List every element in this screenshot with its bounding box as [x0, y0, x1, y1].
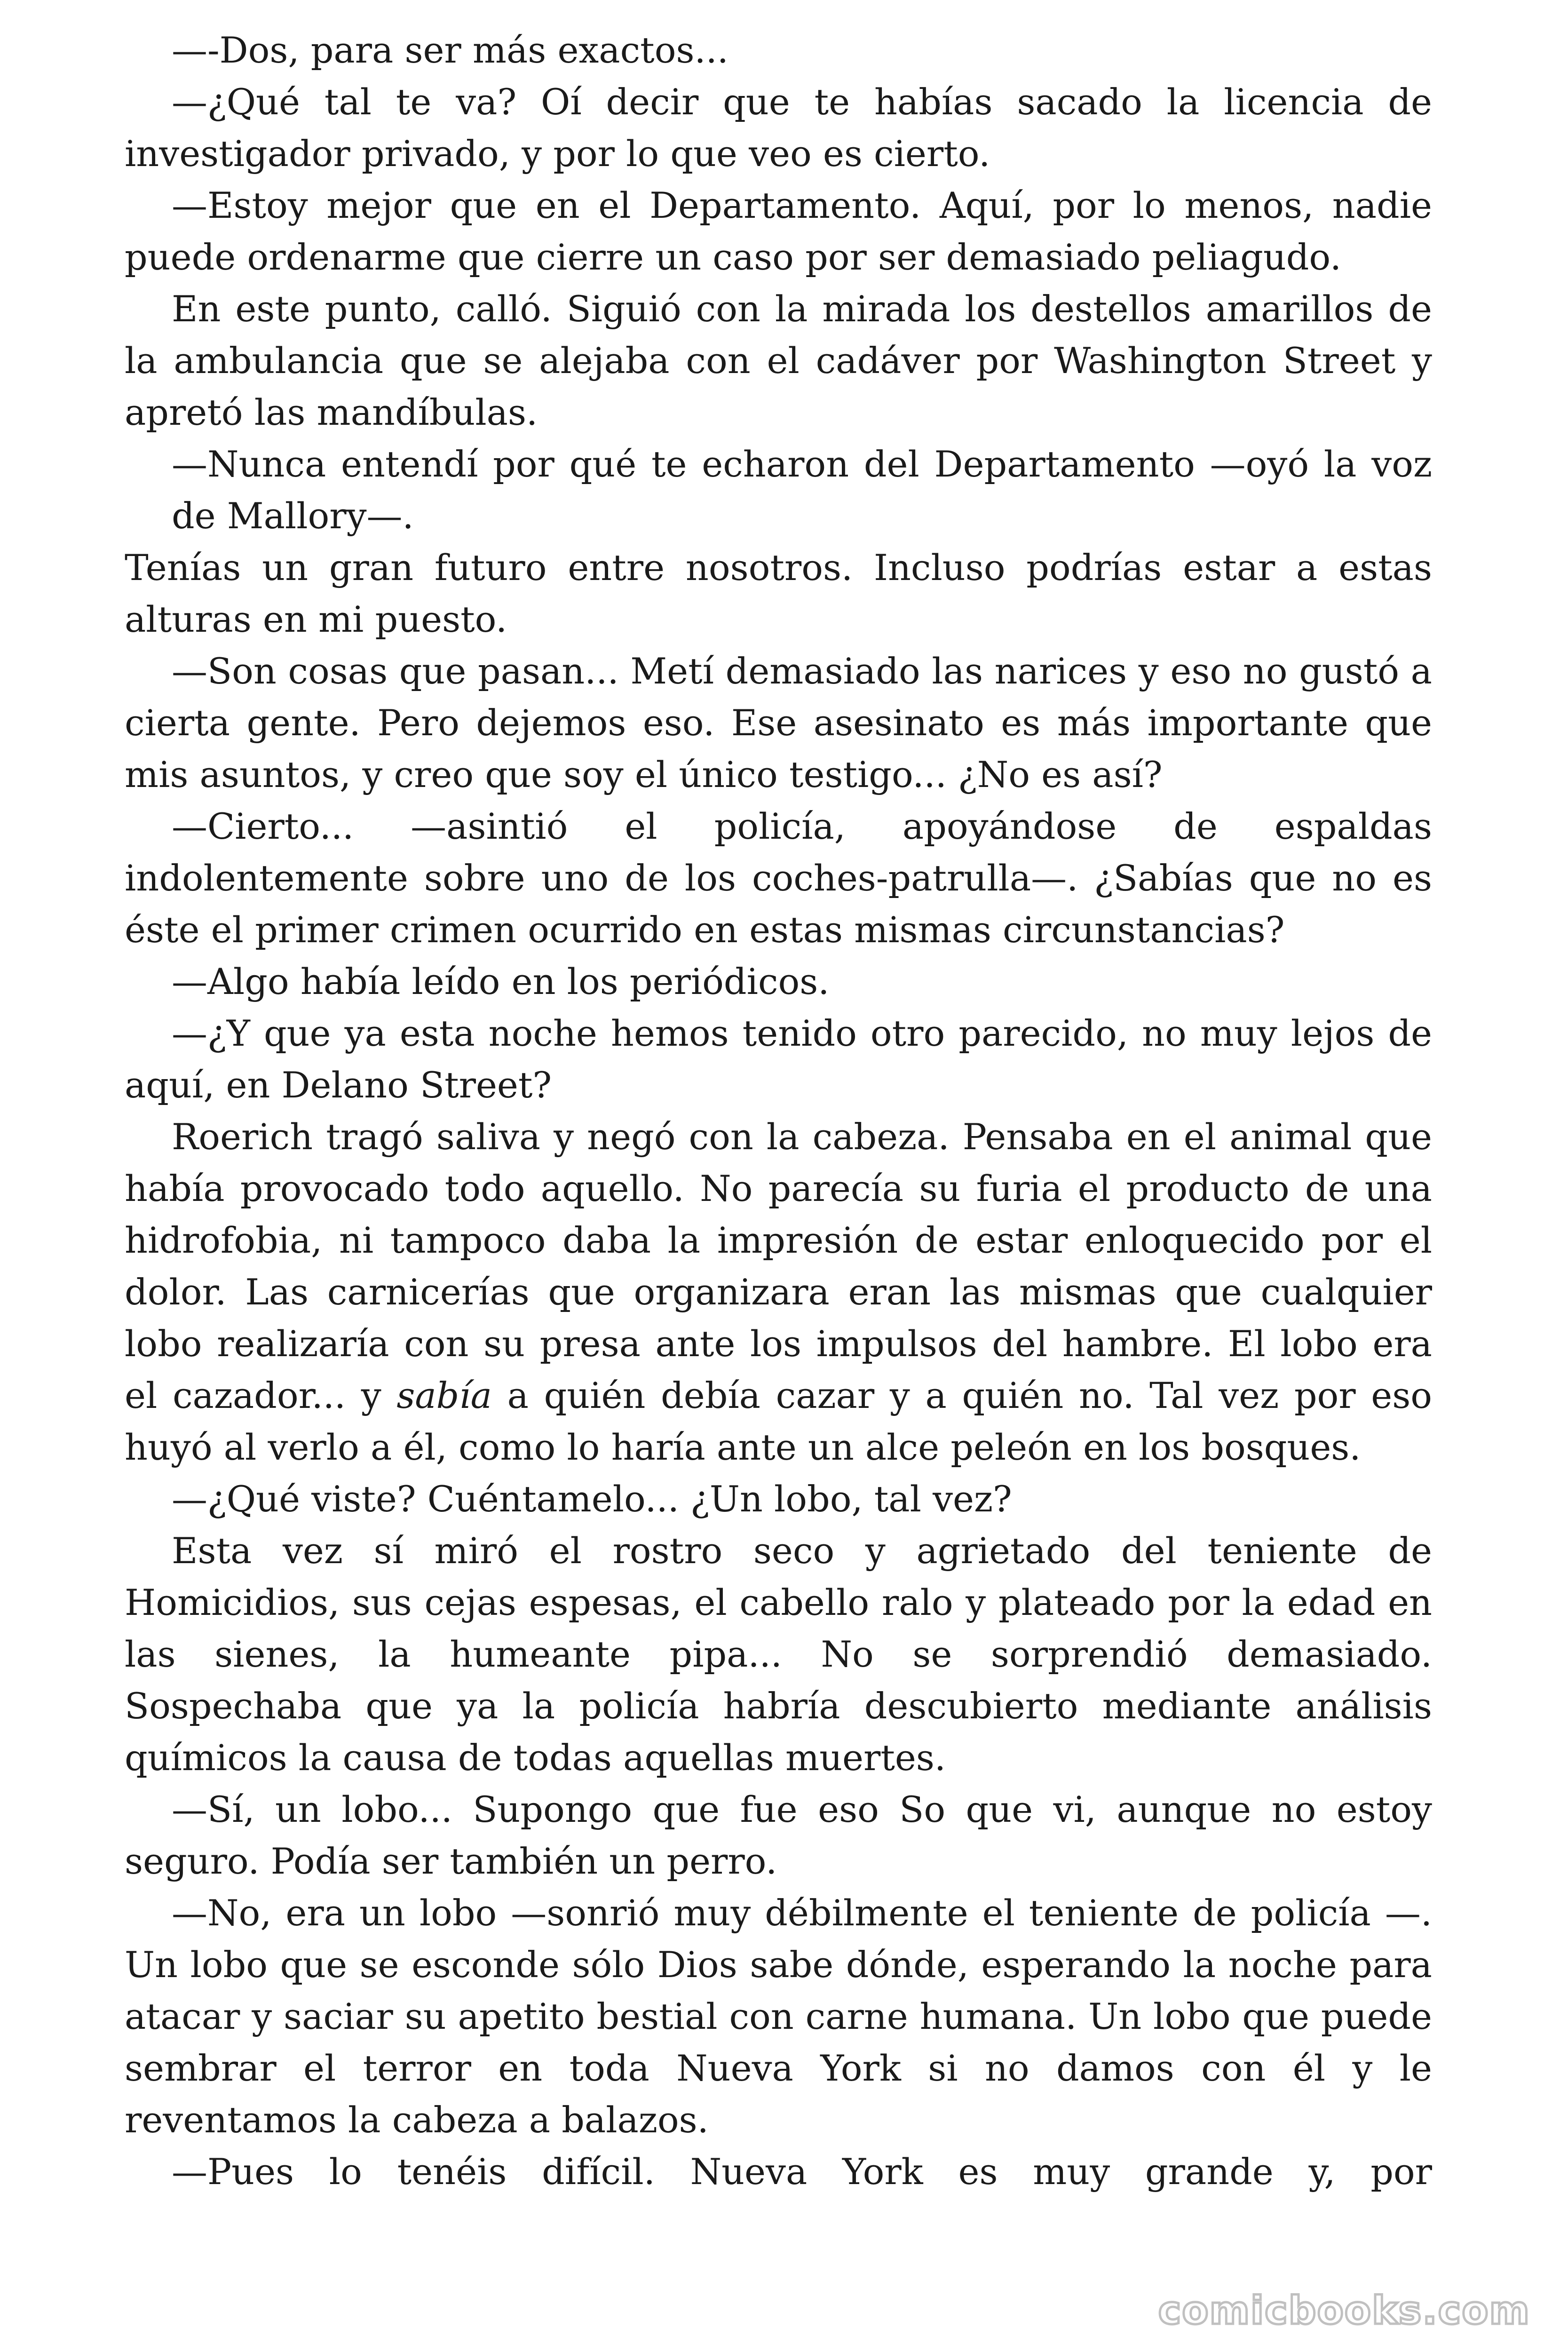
paragraph-text: Roerich tragó saliva y negó con la cabeza. Pensaba en el animal que había provocado todo aquello. No parecía su furia el producto de una hidrofobia, ni tampoco daba la impresión de estar enloquecido por el dolor. Las carnicerías que organizara eran las mismas que cualquier lobo realizaría con su presa ante los impulsos del hambre. El lobo era el cazador... y: [125, 1116, 1432, 1416]
paragraph: —Algo había leído en los periódicos.: [172, 961, 830, 1002]
watermark-logo: comicbooks.com: [1158, 2288, 1530, 2333]
emphasis-text: sabía: [396, 1375, 492, 1416]
paragraph: —-Dos, para ser más exactos...: [172, 29, 729, 71]
paragraph: —Cierto... —asintió el policía, apoyándose de espaldas indolentemente sobre uno de los coches-patrulla—. ¿Sabías que no es éste el primer crimen ocurrido en estas mismas circunstancias?: [125, 805, 1432, 951]
paragraph: —¿Qué viste? Cuéntamelo... ¿Un lobo, tal vez?: [172, 1478, 1012, 1520]
paragraph: —Estoy mejor que en el Departamento. Aquí, por lo menos, nadie puede ordenarme que cierre un caso por ser demasiado peliagudo.: [125, 184, 1432, 278]
paragraph: —Nunca entendí por qué te echaron del Departamento —oyó la voz de Mallory—.: [172, 443, 1432, 537]
paragraph: —¿Qué tal te va? Oí decir que te habías sacado la licencia de investigador privado, y por lo que veo es cierto.: [125, 81, 1432, 175]
text-column: [125, 24, 1432, 2198]
paragraph: —No, era un lobo —sonrió muy débilmente el teniente de policía —. Un lobo que se esconde sólo Dios sabe dónde, esperando la noche para atacar y saciar su apetito bestial con carne humana. Un lobo que puede sembrar el terror en toda Nueva York si no damos con él y le reventamos la cabeza a balazos.: [125, 1892, 1432, 2141]
paragraph: Tenías un gran futuro entre nosotros. Incluso podrías estar a estas alturas en mi puesto.: [125, 547, 1432, 640]
paragraph: [125, 1111, 1432, 1473]
paragraph: En este punto, calló. Siguió con la mirada los destellos amarillos de la ambulancia que se alejaba con el cadáver por Washington Street y apretó las mandíbulas.: [125, 288, 1432, 433]
paragraph: —¿Y que ya esta noche hemos tenido otro parecido, no muy lejos de aquí, en Delano Street?: [125, 1012, 1432, 1106]
paragraph: Esta vez sí miró el rostro seco y agrietado del teniente de Homicidios, sus cejas espesas, el cabello ralo y plateado por la edad en las sienes, la humeante pipa... No se sorprendió demasiado. Sospechaba que ya la policía habría descubierto mediante análisis químicos la causa de todas aquellas muertes.: [125, 1530, 1432, 1779]
paragraph: —Pues lo tenéis difícil. Nueva York es muy grande y, por: [172, 2151, 1432, 2193]
paragraph: —Son cosas que pasan... Metí demasiado las narices y eso no gustó a cierta gente. Pero dejemos eso. Ese asesinato es más importante que mis asuntos, y creo que soy el único testigo... ¿No es así?: [125, 650, 1432, 795]
paragraph-text: a quién debía cazar y a quién no. Tal vez por eso huyó al verlo a él, como lo haría ante un alce peleón en los bosques.: [125, 1375, 1433, 1468]
paragraph: —Sí, un lobo... Supongo que fue eso So que vi, aunque no estoy seguro. Podía ser también un perro.: [125, 1788, 1432, 1882]
